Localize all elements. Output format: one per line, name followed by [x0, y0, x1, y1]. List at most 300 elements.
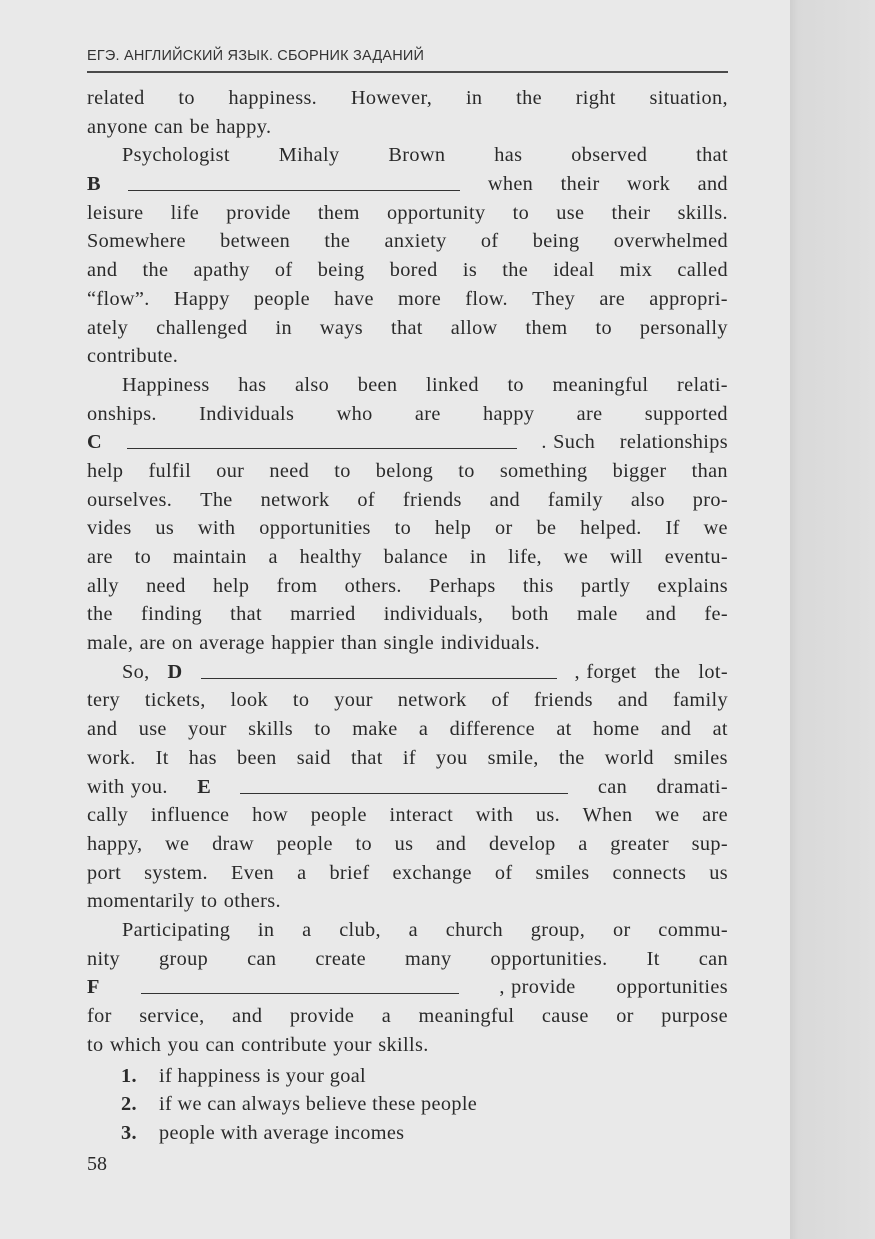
- passage-text: [87, 84, 728, 1059]
- word: . Such: [541, 431, 596, 454]
- word: port: [87, 861, 122, 884]
- word: mix: [619, 259, 653, 282]
- word: people: [310, 804, 367, 827]
- word: brief: [329, 861, 370, 884]
- word: anyone can be happy.: [87, 115, 272, 138]
- word: and: [87, 259, 118, 282]
- word: maintain: [172, 546, 247, 568]
- option-item: [121, 1090, 477, 1118]
- word: the: [654, 660, 681, 683]
- word: a: [268, 546, 278, 568]
- word: meaningful: [552, 373, 649, 396]
- word: help: [213, 574, 250, 597]
- gap-letter: D: [167, 660, 183, 683]
- word: bigger: [612, 459, 667, 482]
- word: to: [292, 689, 310, 712]
- word: of: [274, 259, 293, 282]
- option-text: people with average incomes: [159, 1121, 405, 1144]
- text-line: [87, 1002, 728, 1031]
- word: can: [698, 947, 728, 970]
- word: ideal: [553, 259, 595, 282]
- word: cally: [87, 804, 129, 827]
- word: be: [536, 517, 557, 540]
- page-number: 58: [87, 1153, 107, 1175]
- word: bored: [389, 259, 438, 282]
- word: us.: [535, 804, 561, 827]
- word: can: [597, 775, 628, 798]
- word: , forget: [574, 660, 637, 683]
- word: leisure: [87, 201, 144, 224]
- word: relati-: [677, 373, 728, 396]
- text-line: [87, 486, 728, 515]
- word: male, are on average happier than single individuals.: [87, 632, 540, 655]
- word: individuals,: [383, 603, 484, 626]
- word: opportunities: [259, 517, 371, 540]
- word: being: [532, 230, 580, 253]
- word: Somewhere: [87, 230, 186, 253]
- word: happiness.: [228, 87, 318, 109]
- answer-options: [121, 1062, 477, 1147]
- word: a: [302, 918, 312, 941]
- word: family: [547, 488, 603, 511]
- word: tickets,: [144, 689, 206, 712]
- word: to: [512, 201, 530, 224]
- word: that: [230, 603, 262, 626]
- text-line: [87, 744, 728, 773]
- word: sup-: [691, 832, 728, 855]
- word: friends: [534, 689, 593, 712]
- text-line: [87, 141, 728, 170]
- word: also: [295, 373, 330, 396]
- word: work.: [87, 746, 136, 769]
- option-number: 2.: [121, 1093, 137, 1116]
- word: difference: [449, 718, 535, 741]
- word: can: [247, 947, 277, 970]
- word: to: [507, 373, 524, 396]
- word: supported: [644, 402, 728, 425]
- text-line: [87, 572, 728, 601]
- word: connects: [612, 861, 687, 884]
- word: meaningful: [418, 1005, 515, 1027]
- word: service,: [139, 1005, 205, 1027]
- option-number: 1.: [121, 1065, 137, 1087]
- gap-blank[interactable]: [127, 428, 517, 449]
- gap-letter: E: [197, 775, 212, 798]
- word: married: [290, 603, 356, 626]
- header-rule: [87, 71, 728, 73]
- text-line: [87, 84, 728, 113]
- word: the: [87, 603, 113, 626]
- word: and: [231, 1005, 263, 1027]
- word: skills: [248, 718, 294, 741]
- word: help: [434, 517, 472, 540]
- word: Brown: [388, 144, 446, 167]
- word: their: [611, 201, 651, 224]
- gap-letter: F: [87, 976, 100, 999]
- word: pro-: [692, 488, 728, 511]
- word: our: [216, 459, 245, 482]
- word: Individuals: [199, 402, 295, 425]
- word: in: [257, 918, 275, 941]
- word: us: [394, 832, 414, 855]
- word: many: [404, 947, 452, 970]
- word: influence: [150, 804, 230, 827]
- word: balance: [383, 546, 449, 568]
- word: finding: [140, 603, 203, 626]
- word: that: [350, 746, 383, 769]
- word: Psychologist: [122, 144, 230, 167]
- word: said: [296, 746, 331, 769]
- word: Mihaly: [278, 144, 340, 167]
- word: at: [712, 718, 728, 741]
- word: related: [87, 87, 145, 109]
- word: healthy: [299, 546, 362, 568]
- word: friends: [402, 488, 462, 511]
- text-line: [87, 170, 728, 199]
- word: been: [357, 373, 398, 396]
- word: appropri-: [649, 287, 728, 310]
- word: interact: [389, 804, 454, 827]
- word: and: [87, 718, 118, 741]
- word: partly: [580, 574, 631, 597]
- word: nity: [87, 947, 120, 970]
- word: lot-: [698, 660, 728, 683]
- word: between: [220, 230, 291, 253]
- word: has: [238, 373, 267, 396]
- word: need: [269, 459, 310, 482]
- text-line: [87, 658, 728, 687]
- word: to: [394, 517, 412, 540]
- option-item: [121, 1119, 477, 1147]
- word: them: [525, 316, 568, 339]
- gap-blank[interactable]: [128, 170, 460, 191]
- word: of: [357, 488, 376, 511]
- text-line: [87, 342, 728, 371]
- word: happy: [483, 402, 535, 425]
- word: happy,: [87, 832, 143, 855]
- word: greater: [610, 832, 669, 855]
- word: observed: [571, 144, 648, 167]
- word: explains: [657, 574, 728, 597]
- word: exchange: [392, 861, 472, 884]
- text-line: [87, 256, 728, 285]
- word: and: [697, 173, 728, 196]
- word: home: [593, 718, 640, 741]
- word: from: [276, 574, 318, 597]
- gap-blank[interactable]: [240, 773, 568, 794]
- text-line: [87, 629, 728, 658]
- word: both: [511, 603, 549, 626]
- word: are: [702, 804, 728, 827]
- word: anxiety: [384, 230, 447, 253]
- text-line: [87, 916, 728, 945]
- word: to: [595, 316, 612, 339]
- word: helped.: [580, 517, 642, 540]
- word: if: [402, 746, 416, 769]
- gap-letter: C: [87, 431, 102, 454]
- word: ally: [87, 574, 119, 597]
- word: something: [499, 459, 588, 482]
- word: fulfil: [148, 459, 192, 482]
- word: provide: [289, 1005, 355, 1027]
- text-line: [87, 830, 728, 859]
- word: make: [352, 718, 398, 741]
- word: smile,: [487, 746, 539, 769]
- word: will: [609, 546, 643, 568]
- word: network: [260, 488, 330, 511]
- word: to which you can contribute your skills.: [87, 1033, 429, 1056]
- gap-blank[interactable]: [201, 658, 557, 679]
- word: been: [236, 746, 277, 769]
- word: to: [178, 87, 195, 109]
- word: your: [334, 689, 373, 712]
- word: a: [408, 918, 419, 941]
- word: we: [703, 517, 728, 540]
- word: “flow”.: [87, 287, 150, 310]
- word: When: [582, 804, 633, 827]
- word: help: [87, 459, 124, 482]
- word: in: [469, 546, 487, 568]
- word: apathy: [193, 259, 250, 282]
- text-line: [87, 859, 728, 888]
- word: system.: [144, 861, 208, 884]
- text-line: [87, 801, 728, 830]
- word: being: [317, 259, 365, 282]
- word: family: [672, 689, 728, 712]
- word: to: [355, 832, 372, 855]
- text-line: [87, 314, 728, 343]
- word: we: [655, 804, 680, 827]
- word: life: [170, 201, 200, 224]
- word: others.: [344, 574, 402, 597]
- word: ately: [87, 316, 129, 339]
- word: look: [230, 689, 268, 712]
- word: eventu-: [664, 546, 728, 568]
- word: The: [200, 488, 233, 511]
- word: allow: [450, 316, 498, 339]
- word: them: [317, 201, 360, 224]
- word: also: [630, 488, 665, 511]
- word: Perhaps: [429, 574, 496, 597]
- word: to: [314, 718, 331, 741]
- word: of: [491, 689, 510, 712]
- text-line: [87, 600, 728, 629]
- option-text: if we can always believe these people: [159, 1093, 478, 1116]
- option-item: [121, 1062, 477, 1090]
- word: momentarily to others.: [87, 890, 281, 913]
- word: fe-: [704, 603, 728, 626]
- word: the: [142, 259, 169, 282]
- word: people: [276, 832, 333, 855]
- word: and: [435, 832, 467, 855]
- text-line: [87, 973, 728, 1002]
- word: right: [575, 87, 616, 109]
- word: and: [660, 718, 692, 741]
- word: They: [532, 287, 576, 310]
- word: So,: [122, 660, 150, 683]
- word: network: [397, 689, 467, 712]
- word: need: [146, 574, 186, 597]
- word: flow.: [465, 287, 508, 310]
- word: club,: [339, 918, 381, 941]
- word: we: [563, 546, 589, 568]
- word: with: [475, 804, 514, 827]
- text-line: [87, 514, 728, 543]
- running-header: ЕГЭ. АНГЛИЙСКИЙ ЯЗЫК. СБОРНИК ЗАДАНИЙ: [87, 48, 425, 64]
- word: in: [465, 87, 483, 109]
- word: Even: [230, 861, 275, 884]
- text-line: [87, 686, 728, 715]
- word: and: [617, 689, 649, 712]
- text-line: [87, 428, 728, 457]
- word: It: [646, 947, 660, 970]
- word: a: [381, 1005, 392, 1027]
- word: church: [445, 918, 504, 941]
- text-line: [87, 715, 728, 744]
- word: you: [436, 746, 468, 769]
- word: to: [458, 459, 475, 482]
- word: are: [87, 546, 113, 568]
- word: relationships: [619, 431, 728, 454]
- word: group: [159, 947, 209, 970]
- word: Happiness: [122, 373, 210, 396]
- text-line: [87, 285, 728, 314]
- word: opportunities.: [490, 947, 608, 970]
- word: tery: [87, 689, 120, 712]
- word: and: [489, 488, 520, 511]
- word: skills.: [677, 201, 728, 224]
- word: when: [487, 173, 534, 196]
- word: Participating: [122, 918, 231, 941]
- word: has: [494, 144, 523, 167]
- word: their: [560, 173, 600, 196]
- word: with you.: [87, 775, 168, 798]
- word: in: [275, 316, 292, 339]
- text-line: [87, 227, 728, 256]
- word: opportunity: [386, 201, 486, 224]
- word: your: [188, 718, 227, 741]
- word: we: [165, 832, 190, 855]
- word: us: [709, 861, 728, 884]
- word: more: [398, 287, 442, 310]
- word: work: [627, 173, 671, 196]
- word: world: [604, 746, 654, 769]
- word: overwhelmed: [613, 230, 728, 253]
- word: the: [516, 87, 542, 109]
- word: use: [138, 718, 167, 741]
- word: contribute.: [87, 345, 179, 368]
- word: situation,: [649, 87, 728, 109]
- word: a: [297, 861, 307, 884]
- word: vides: [87, 517, 132, 540]
- word: have: [334, 287, 374, 310]
- word: or: [495, 517, 513, 540]
- word: that: [390, 316, 423, 339]
- word: create: [315, 947, 366, 970]
- word: are: [414, 402, 441, 425]
- word: at: [556, 718, 572, 741]
- page-edge-shadow: [790, 0, 875, 1239]
- text-line: [87, 773, 728, 802]
- word: people: [253, 287, 311, 310]
- word: If: [665, 517, 680, 540]
- text-line: [87, 543, 728, 572]
- word: life,: [508, 546, 542, 568]
- word: Happy: [173, 287, 230, 310]
- gap-letter: B: [87, 173, 101, 196]
- text-line: [87, 457, 728, 486]
- word: of: [480, 230, 499, 253]
- word: group,: [530, 918, 586, 941]
- word: or: [616, 1005, 634, 1027]
- word: that: [696, 144, 728, 167]
- word: than: [691, 459, 728, 482]
- text-line: [87, 113, 728, 142]
- text-line: [87, 1031, 728, 1060]
- word: purpose: [661, 1005, 728, 1027]
- word: is: [462, 259, 478, 282]
- word: to: [334, 459, 351, 482]
- text-line: [87, 400, 728, 429]
- word: onships.: [87, 402, 157, 425]
- word: smiles: [673, 746, 728, 769]
- word: or: [612, 918, 631, 941]
- text-line: [87, 887, 728, 916]
- gap-blank[interactable]: [141, 973, 459, 994]
- option-text: if happiness is your goal: [159, 1065, 367, 1087]
- word: are: [576, 402, 603, 425]
- word: called: [677, 259, 728, 282]
- word: smiles: [535, 861, 590, 884]
- word: how: [252, 804, 289, 827]
- word: ourselves.: [87, 488, 173, 511]
- word: a: [578, 832, 588, 855]
- word: However,: [350, 87, 433, 109]
- word: us: [155, 517, 175, 540]
- word: ways: [319, 316, 363, 339]
- word: male: [576, 603, 618, 626]
- word: belong: [375, 459, 434, 482]
- word: provide: [226, 201, 291, 224]
- word: challenged: [156, 316, 248, 339]
- word: for: [87, 1005, 112, 1027]
- word: to: [134, 546, 152, 568]
- word: with: [197, 517, 236, 540]
- word: of: [494, 861, 513, 884]
- word: and: [645, 603, 677, 626]
- word: who: [336, 402, 373, 425]
- word: , provide: [499, 976, 576, 999]
- word: the: [558, 746, 585, 769]
- text-line: [87, 371, 728, 400]
- word: the: [324, 230, 351, 253]
- text-line: [87, 945, 728, 974]
- word: commu-: [658, 918, 728, 941]
- word: dramati-: [656, 775, 728, 798]
- word: a: [418, 718, 429, 741]
- word: opportunities: [616, 976, 728, 999]
- word: draw: [212, 832, 255, 855]
- option-number: 3.: [121, 1121, 137, 1144]
- word: personally: [639, 316, 728, 339]
- word: use: [556, 201, 585, 224]
- word: the: [502, 259, 529, 282]
- word: linked: [426, 373, 479, 396]
- word: It: [155, 746, 169, 769]
- word: develop: [488, 832, 556, 855]
- word: cause: [541, 1005, 589, 1027]
- word: are: [599, 287, 626, 310]
